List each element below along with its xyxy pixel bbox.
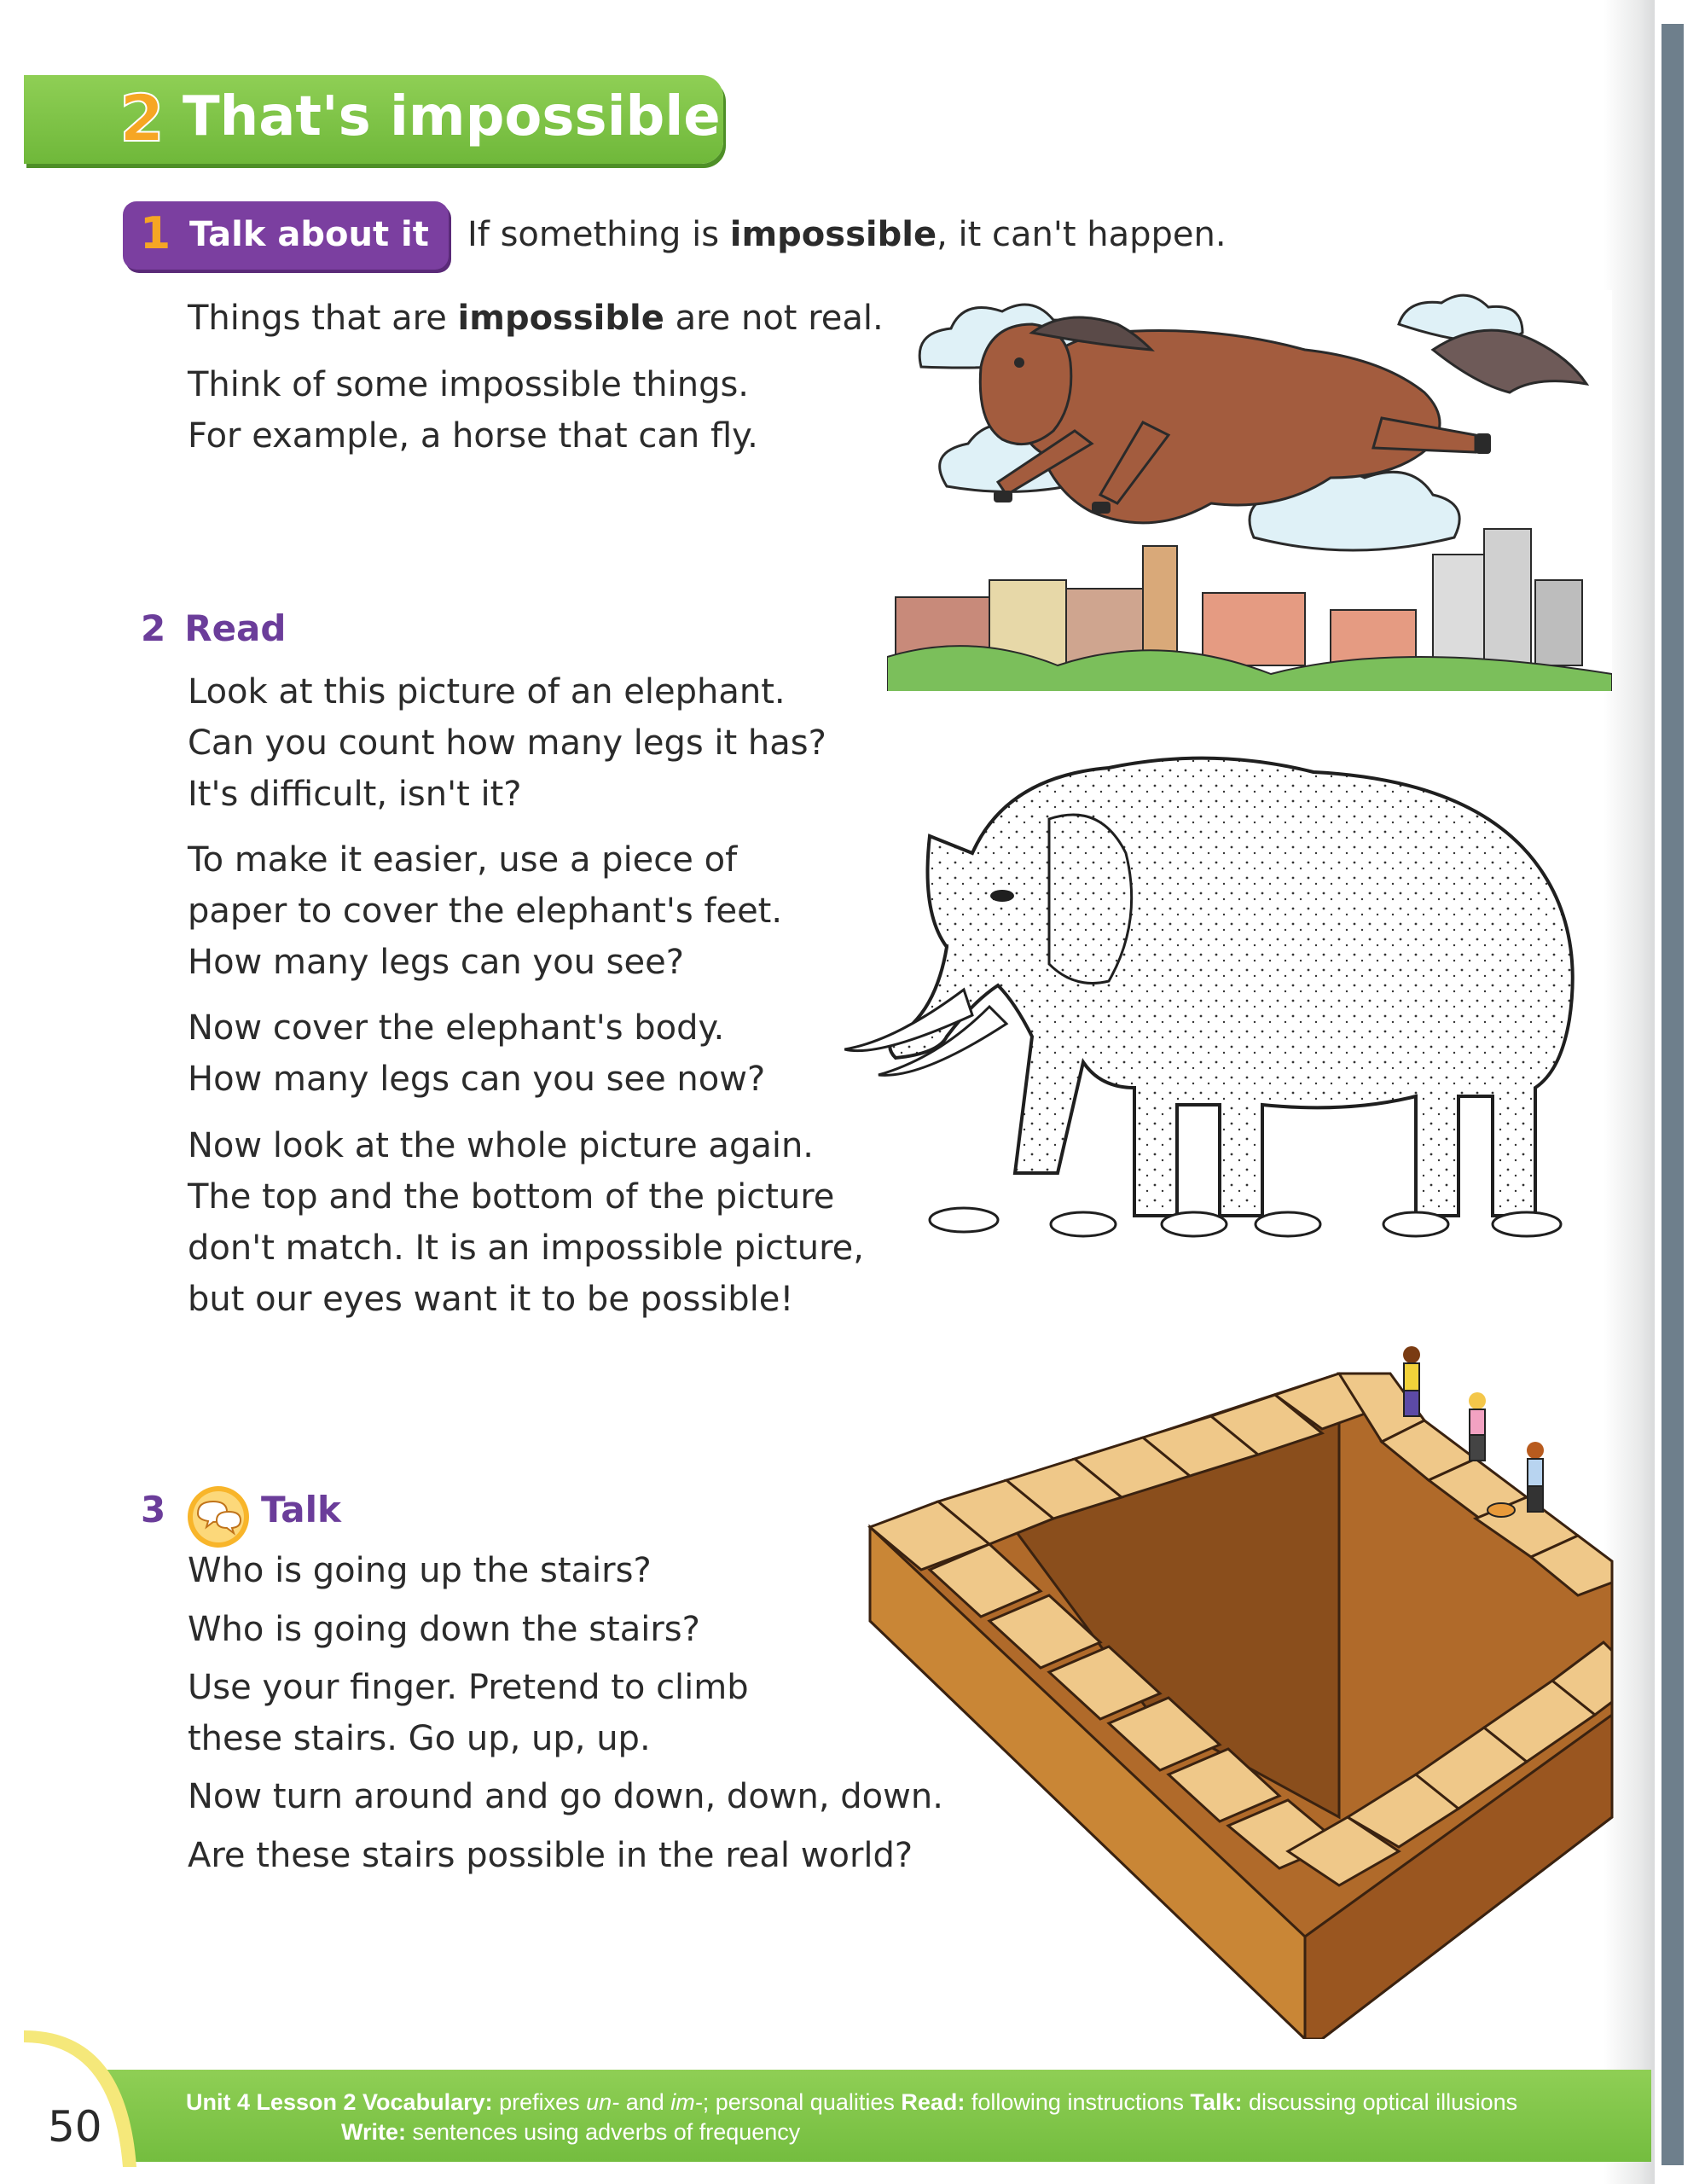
page-number: 50 xyxy=(48,2102,102,2152)
page-binding-bar xyxy=(1662,24,1684,2165)
footer-band xyxy=(24,2070,1651,2162)
section3-line: these stairs. Go up, up, up. xyxy=(188,1719,651,1758)
page-title: That's impossible! xyxy=(183,85,745,148)
section3-line: Now turn around and go down, down, down. xyxy=(188,1777,943,1816)
section1-line2: Think of some impossible things. xyxy=(188,365,750,404)
section2-number: 2 xyxy=(141,607,166,649)
section2-line: Now look at the whole picture again. xyxy=(188,1126,815,1165)
section2-line: Now cover the elephant's body. xyxy=(188,1008,725,1048)
section2-line: To make it easier, use a piece of xyxy=(188,840,738,880)
page-edge xyxy=(1684,0,1705,2184)
section3-heading: Talk xyxy=(261,1489,341,1531)
section2-line: How many legs can you see now? xyxy=(188,1060,766,1099)
section1-heading: Talk about it xyxy=(189,215,429,254)
section2-line: It's difficult, isn't it? xyxy=(188,775,522,814)
flying-horse-illustration xyxy=(887,290,1612,691)
section1-intro: If something is impossible, it can't happen. xyxy=(467,215,1227,254)
section3-line: Who is going down the stairs? xyxy=(188,1610,700,1649)
section2-line: paper to cover the elephant's feet. xyxy=(188,892,783,931)
section2-line: The top and the bottom of the picture xyxy=(188,1177,835,1217)
impossible-stairs-illustration xyxy=(861,1339,1621,2039)
section2-line: don't match. It is an impossible picture, xyxy=(188,1228,864,1268)
section2-line: but our eyes want it to be possible! xyxy=(188,1280,794,1319)
section3-line: Use your finger. Pretend to climb xyxy=(188,1668,749,1707)
section2-line: Can you count how many legs it has? xyxy=(188,723,826,763)
footer-curriculum-line2: Write: sentences using adverbs of frequency xyxy=(341,2119,801,2145)
section3-line: Who is going up the stairs? xyxy=(188,1551,652,1590)
section1-number: 1 xyxy=(140,208,171,259)
section1-line3: For example, a horse that can fly. xyxy=(188,416,758,456)
section2-line: Look at this picture of an elephant. xyxy=(188,672,786,712)
lesson-number: 2 xyxy=(119,80,165,156)
section2-heading: 2 Read xyxy=(141,607,287,649)
speech-bubbles-icon xyxy=(186,1484,251,1549)
section1-line1: Things that are impossible are not real. xyxy=(188,299,884,338)
section3-line: Are these stairs possible in the real world? xyxy=(188,1836,913,1875)
footer-curriculum-line1: Unit 4 Lesson 2 Vocabulary: prefixes un- and im-; personal qualities Read: following instructions Talk: discussing optical illusions xyxy=(186,2089,1518,2115)
section2-line: How many legs can you see? xyxy=(188,943,684,982)
section3-number: 3 xyxy=(141,1489,166,1531)
impossible-elephant-illustration xyxy=(844,751,1604,1246)
